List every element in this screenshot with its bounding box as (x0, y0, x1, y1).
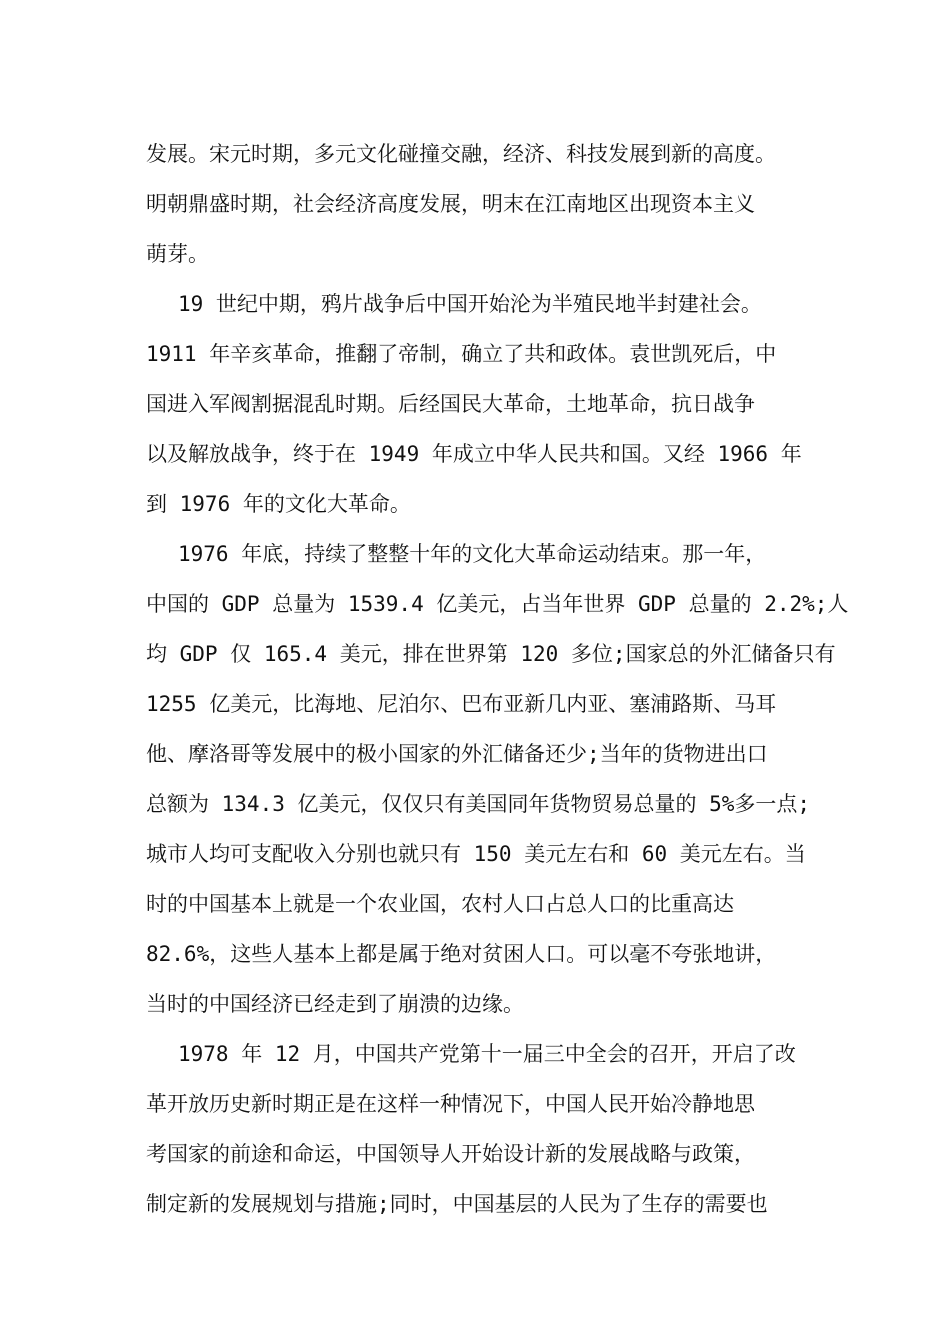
text-line: 1911 年辛亥革命，推翻了帝制，确立了共和政体。袁世凯死后，中 (146, 342, 777, 366)
text-line: 到 1976 年的文化大革命。 (146, 492, 411, 516)
text-line: 发展。宋元时期，多元文化碰撞交融，经济、科技发展到新的高度。 (146, 142, 776, 166)
text-line: 明朝鼎盛时期，社会经济高度发展，明末在江南地区出现资本主义 (146, 192, 755, 216)
text-line: 时的中国基本上就是一个农业国，农村人口占总人口的比重高达 (146, 892, 734, 916)
paragraph-first-line: 19 世纪中期，鸦片战争后中国开始沦为半殖民地半封建社会。 (178, 292, 762, 316)
paragraph-first-line: 1976 年底，持续了整整十年的文化大革命运动结束。那一年， (178, 542, 767, 566)
text-line: 萌芽。 (146, 242, 209, 266)
text-line: 城市人均可支配收入分别也就只有 150 美元左右和 60 美元左右。当 (146, 842, 806, 866)
text-line: 制定新的发展规划与措施;同时，中国基层的人民为了生存的需要也 (146, 1192, 768, 1216)
text-line: 1255 亿美元，比海地、尼泊尔、巴布亚新几内亚、塞浦路斯、马耳 (146, 692, 777, 716)
text-line: 考国家的前途和命运，中国领导人开始设计新的发展战略与政策， (146, 1142, 755, 1166)
text-line: 国进入军阀割据混乱时期。后经国民大革命，土地革命，抗日战争 (146, 392, 755, 416)
text-line: 革开放历史新时期正是在这样一种情况下，中国人民开始冷静地思 (146, 1092, 755, 1116)
text-line: 总额为 134.3 亿美元，仅仅只有美国同年货物贸易总量的 5%多一点; (146, 792, 811, 816)
text-line: 当时的中国经济已经走到了崩溃的边缘。 (146, 992, 524, 1016)
text-line: 以及解放战争，终于在 1949 年成立中华人民共和国。又经 1966 年 (146, 442, 802, 466)
body-text (146, 129, 849, 1229)
text-line: 中国的 GDP 总量为 1539.4 亿美元，占当年世界 GDP 总量的 2.2%;人 (146, 592, 849, 616)
text-line: 82.6%，这些人基本上都是属于绝对贫困人口。可以毫不夸张地讲， (146, 942, 777, 966)
paragraph-first-line: 1978 年 12 月，中国共产党第十一届三中全会的召开，开启了改 (178, 1042, 796, 1066)
text-line: 均 GDP 仅 165.4 美元，排在世界第 120 多位;国家总的外汇储备只有 (146, 642, 836, 666)
text-line: 他、摩洛哥等发展中的极小国家的外汇储备还少;当年的货物进出口 (146, 742, 768, 766)
